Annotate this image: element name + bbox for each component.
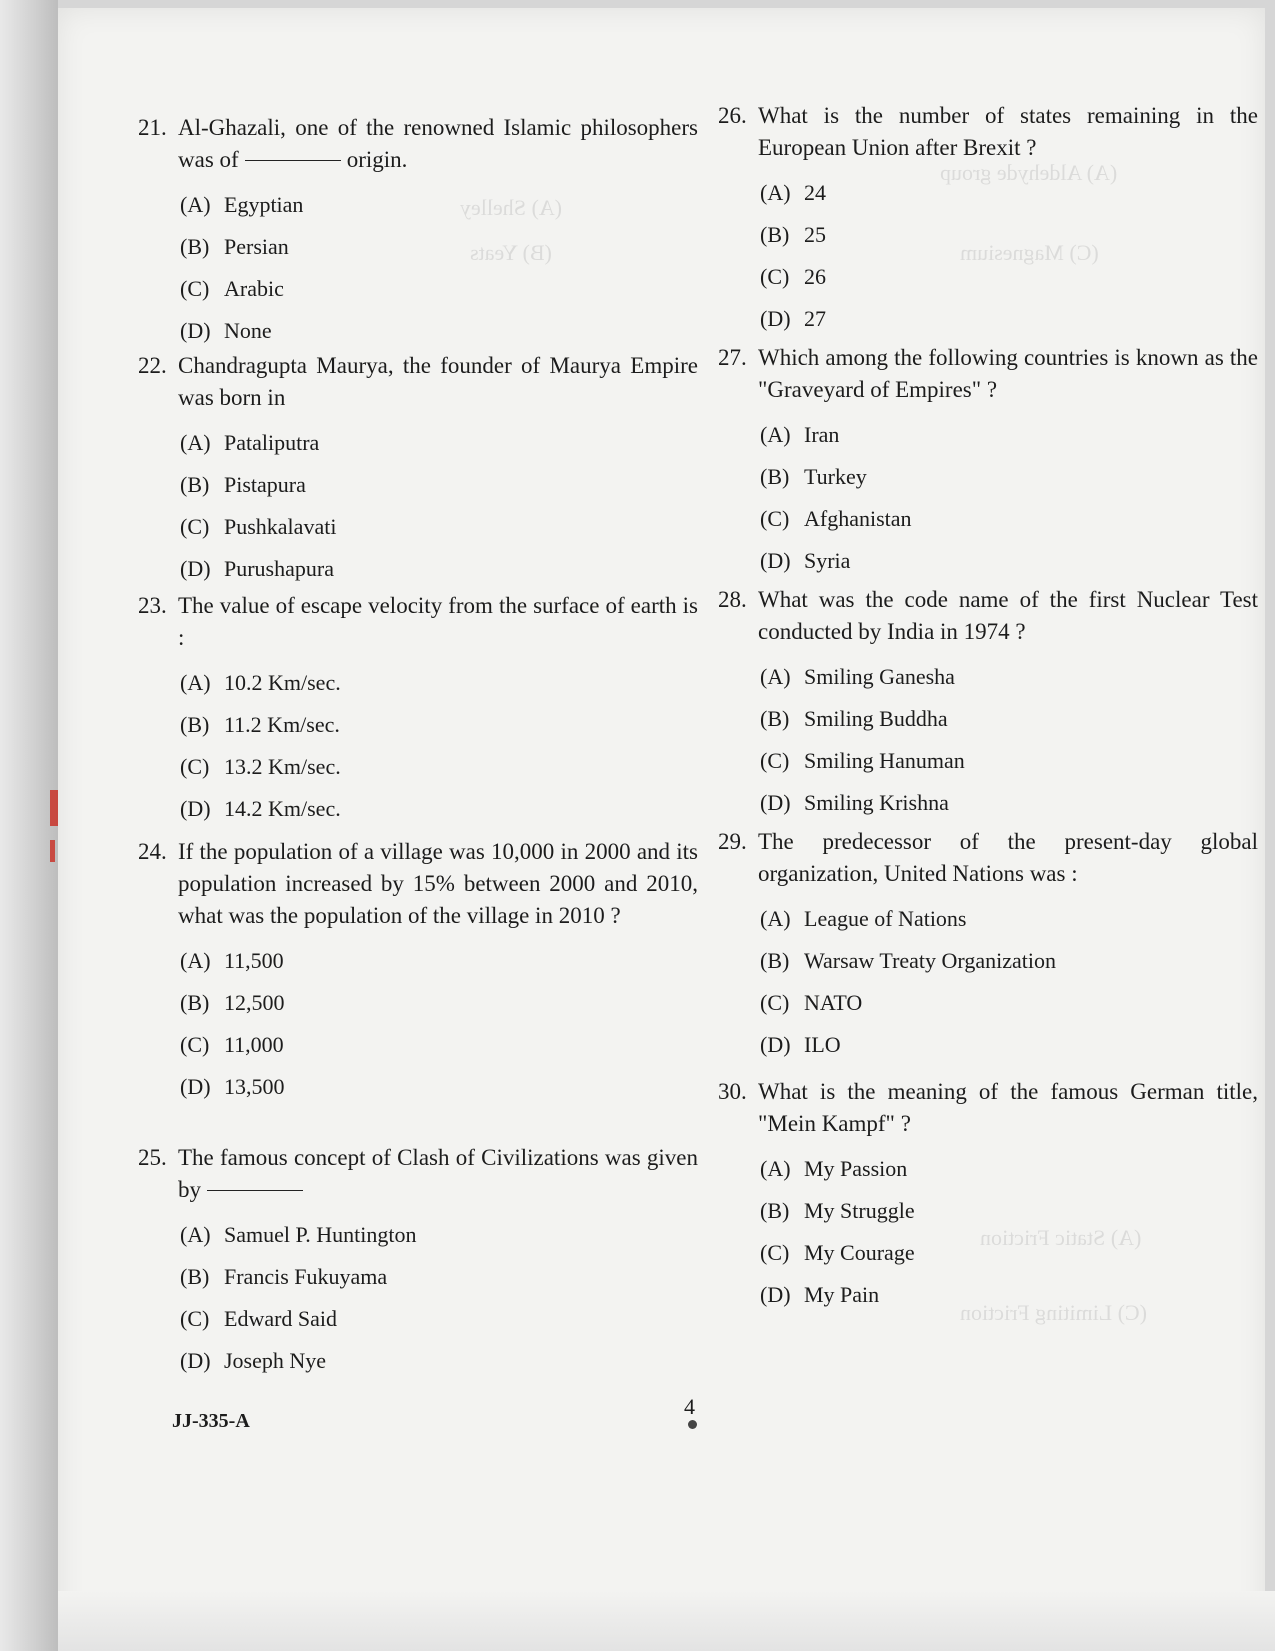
question-23	[138, 590, 698, 836]
option-d[interactable]: (D) 13,500	[180, 1074, 285, 1099]
right-question-column	[718, 100, 1258, 1316]
answer-blank	[207, 1190, 303, 1191]
question-27	[718, 342, 1258, 584]
question-number: 22.	[138, 353, 167, 378]
question-text: What is the number of states remaining in the European Union after Brexit ?	[758, 103, 1258, 160]
red-ink-mark	[50, 790, 58, 826]
show-through-text: (C) Limiting Friction	[960, 1300, 1147, 1325]
question-number: 26.	[718, 103, 747, 128]
question-number: 21.	[138, 115, 167, 140]
options-list	[180, 1214, 698, 1382]
question-26	[718, 100, 1258, 342]
question-text: Al-Ghazali, one of the renowned Islamic philosophers was of origin.	[178, 115, 698, 172]
option-a[interactable]: (A) Egyptian	[180, 192, 304, 217]
option-b[interactable]: (B) 25	[760, 222, 826, 247]
option-b[interactable]: (B) Warsaw Treaty Organization	[760, 948, 1056, 973]
option-b[interactable]: (B) Turkey	[760, 464, 867, 489]
show-through-text: (B) Yeats	[470, 240, 552, 265]
options-list	[760, 1148, 1258, 1316]
question-28	[718, 584, 1258, 826]
show-through-text: (C) Magnesium	[960, 240, 1099, 265]
option-a[interactable]: (A) Smiling Ganesha	[760, 664, 955, 689]
option-a[interactable]: (A) League of Nations	[760, 906, 967, 931]
question-21	[138, 112, 698, 350]
question-number: 25.	[138, 1145, 167, 1170]
scan-bottom-margin	[58, 1591, 1275, 1651]
options-list	[760, 414, 1258, 582]
question-22	[138, 350, 698, 590]
option-c[interactable]: (C) NATO	[760, 990, 863, 1015]
option-b[interactable]: (B) Smiling Buddha	[760, 706, 948, 731]
page-dot-mark	[688, 1420, 697, 1429]
option-c[interactable]: (C) 11,000	[180, 1032, 284, 1057]
option-c[interactable]: (C) 26	[760, 264, 826, 289]
option-c[interactable]: (C) Arabic	[180, 276, 284, 301]
question-number: 29.	[718, 829, 747, 854]
question-text: What was the code name of the first Nuclear Test conducted by India in 1974 ?	[758, 587, 1258, 644]
question-text: The value of escape velocity from the surface of earth is :	[178, 593, 698, 650]
question-number: 30.	[718, 1079, 747, 1104]
option-c[interactable]: (C) Edward Said	[180, 1306, 338, 1331]
options-list	[180, 662, 698, 830]
paper-code: JJ-335-A	[172, 1410, 250, 1432]
option-a[interactable]: (A) 10.2 Km/sec.	[180, 670, 341, 695]
question-30	[718, 1076, 1258, 1316]
question-number: 27.	[718, 345, 747, 370]
page-number: 4	[684, 1394, 695, 1419]
option-b[interactable]: (B) Francis Fukuyama	[180, 1264, 388, 1289]
options-list	[180, 184, 698, 352]
question-text: Which among the following countries is known as the "Graveyard of Empires" ?	[758, 345, 1258, 402]
question-number: 24.	[138, 839, 167, 864]
options-list	[180, 422, 698, 590]
option-d[interactable]: (D) Purushapura	[180, 556, 334, 581]
option-a[interactable]: (A) Pataliputra	[180, 430, 320, 455]
show-through-text: (A) Shelley	[460, 195, 563, 220]
option-b[interactable]: (B) Pistapura	[180, 472, 306, 497]
show-through-text: (A) Aldehyde group	[940, 160, 1118, 185]
option-d[interactable]: (D) Smiling Krishna	[760, 790, 949, 815]
option-a[interactable]: (A) My Passion	[760, 1156, 908, 1181]
show-through-text: (A) Static Friction	[980, 1225, 1142, 1250]
option-c[interactable]: (C) 13.2 Km/sec.	[180, 754, 341, 779]
option-a[interactable]: (A) Iran	[760, 422, 840, 447]
answer-blank	[245, 160, 341, 161]
question-text: Chandragupta Maurya, the founder of Maurya Empire was born in	[178, 353, 698, 410]
options-list	[760, 898, 1258, 1066]
red-ink-mark	[50, 840, 55, 862]
options-list	[180, 940, 698, 1108]
option-b[interactable]: (B) My Struggle	[760, 1198, 915, 1223]
options-list	[760, 172, 1258, 340]
option-d[interactable]: (D) Joseph Nye	[180, 1348, 327, 1373]
option-a[interactable]: (A) Samuel P. Huntington	[180, 1222, 417, 1247]
option-d[interactable]: (D) Syria	[760, 548, 851, 573]
question-text: The famous concept of Clash of Civilizations was given by	[178, 1145, 698, 1202]
option-b[interactable]: (B) 12,500	[180, 990, 285, 1015]
option-d[interactable]: (D) 14.2 Km/sec.	[180, 796, 341, 821]
question-number: 23.	[138, 593, 167, 618]
options-list	[760, 656, 1258, 824]
option-d[interactable]: (D) 27	[760, 306, 826, 331]
option-d[interactable]: (D) None	[180, 318, 272, 343]
option-d[interactable]: (D) My Pain	[760, 1282, 880, 1307]
option-c[interactable]: (C) Pushkalavati	[180, 514, 337, 539]
question-text: If the population of a village was 10,000 in 2000 and its population increased by 15% between 2000 and 2010, what was the population of the village in 2010 ?	[178, 839, 698, 928]
option-c[interactable]: (C) Smiling Hanuman	[760, 748, 965, 773]
option-c[interactable]: (C) My Courage	[760, 1240, 915, 1265]
question-number: 28.	[718, 587, 747, 612]
option-a[interactable]: (A) 11,500	[180, 948, 284, 973]
option-d[interactable]: (D) ILO	[760, 1032, 841, 1057]
option-b[interactable]: (B) Persian	[180, 234, 289, 259]
option-c[interactable]: (C) Afghanistan	[760, 506, 912, 531]
question-25	[138, 1142, 698, 1382]
option-b[interactable]: (B) 11.2 Km/sec.	[180, 712, 340, 737]
left-question-column	[138, 112, 698, 1382]
question-text: What is the meaning of the famous German title, "Mein Kampf" ?	[758, 1079, 1258, 1136]
question-29	[718, 826, 1258, 1076]
question-text: The predecessor of the present-day global organization, United Nations was :	[758, 829, 1258, 886]
option-a[interactable]: (A) 24	[760, 180, 826, 205]
question-24	[138, 836, 698, 1142]
